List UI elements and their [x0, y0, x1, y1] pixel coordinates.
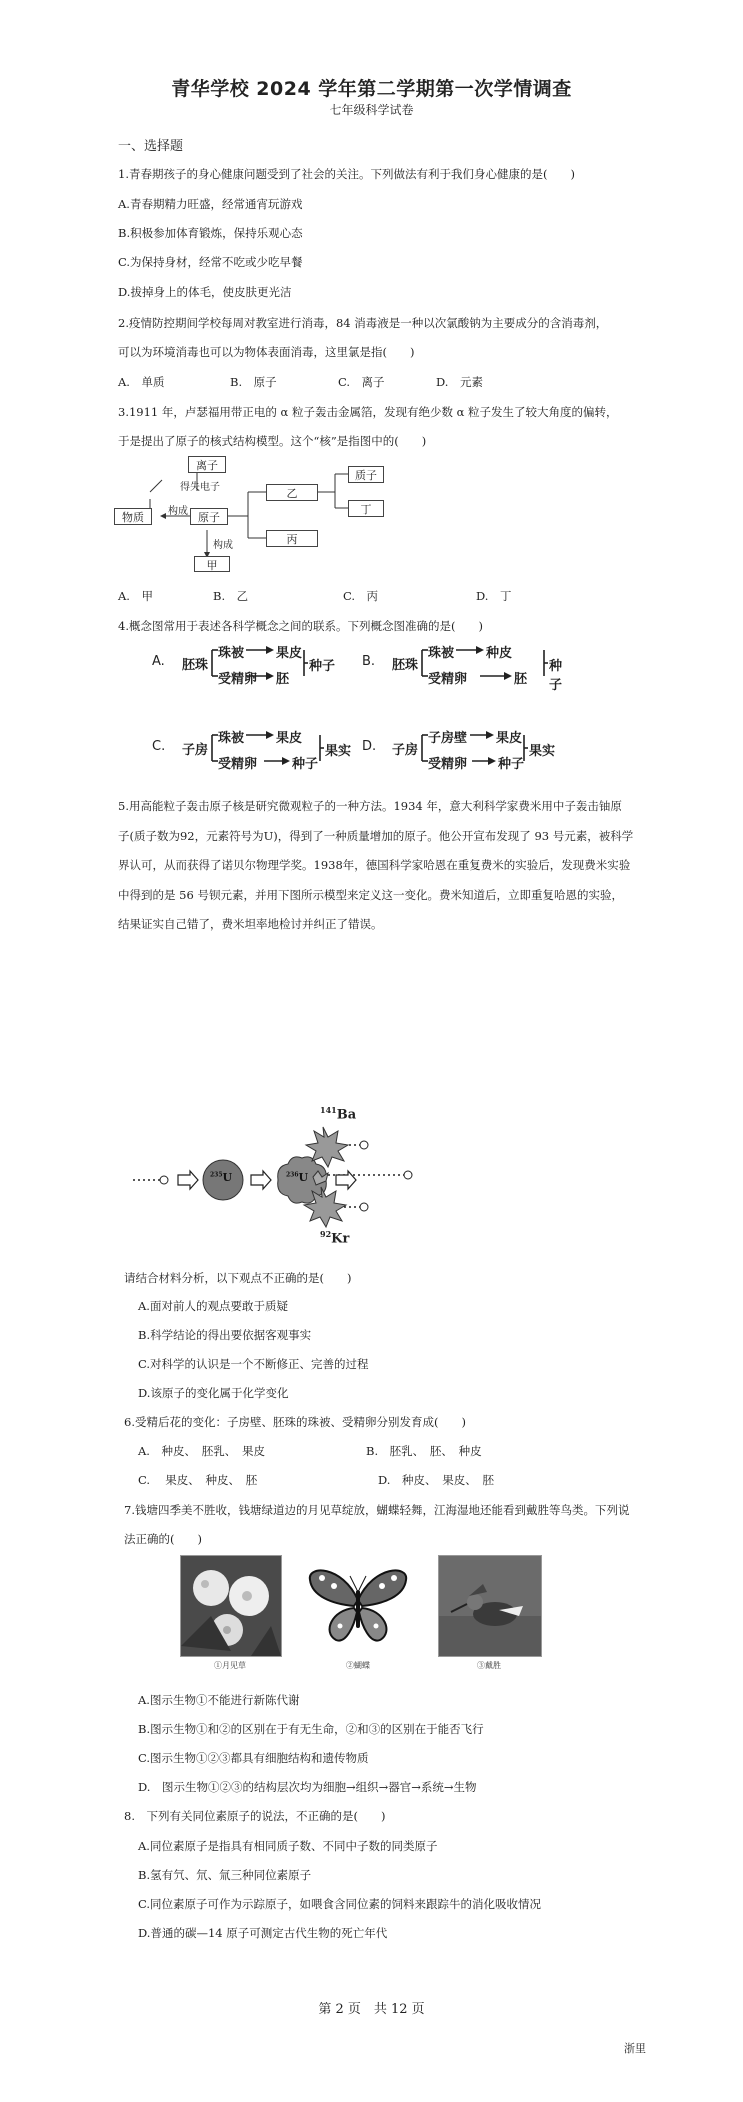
map-c-letter[interactable]: C.: [152, 739, 166, 754]
exam-subtitle: 七年级科学试卷: [329, 103, 414, 117]
node-yi: 乙: [266, 484, 318, 501]
map-c-bottom-result: 种子: [292, 757, 319, 772]
map-a-top: 珠被: [218, 646, 245, 661]
question-3-stem-line2: 于是提出了原子的核式结构模型。这个“核”是指图中的( ): [118, 434, 427, 448]
butterfly-image: [302, 1560, 414, 1650]
krypton-label: [320, 1229, 349, 1246]
map-c-top-result: 果皮: [276, 731, 303, 746]
exam-title: 青华学校 2024 学年第二学期第一次学情调查: [171, 78, 572, 100]
question-7-stem-line2: 法正确的( ): [124, 1532, 202, 1546]
uranium-236-label: [286, 1171, 308, 1184]
question-7-option-a[interactable]: A.图示生物①不能进行新陈代谢: [138, 1693, 300, 1707]
map-c-bottom: 受精卵: [218, 757, 258, 772]
question-5-line5: 结果证实自己错了，费米坦率地检讨并纠正了错误。: [118, 917, 383, 931]
question-7-option-d[interactable]: D. 图示生物①②③的结构层次均为细胞→组织→器官→系统→生物: [138, 1780, 477, 1794]
question-5-option-b[interactable]: B.科学结论的得出要依据客观事实: [138, 1328, 312, 1342]
barium-label: [320, 1105, 356, 1122]
map-b-top: 珠被: [428, 646, 455, 661]
question-6-option-b[interactable]: B. 胚乳、 胚、 种皮: [366, 1444, 482, 1458]
map-c-top: 珠被: [218, 731, 245, 746]
uranium-235-label: [210, 1171, 232, 1184]
map-d-result: 果实: [529, 744, 556, 759]
uranium-236-mass: 236: [286, 1171, 299, 1179]
map-d-top: 子房壁: [428, 731, 468, 746]
question-2-option-d[interactable]: D. 元素: [436, 375, 483, 389]
caption-1: ①月见草: [214, 1661, 246, 1670]
map-b-letter[interactable]: B.: [362, 654, 376, 669]
region-mark: 浙里: [624, 2042, 646, 2055]
node-proton: 质子: [348, 466, 384, 483]
barium-mass-number: 141: [320, 1105, 337, 1115]
question-2-option-b[interactable]: B. 原子: [230, 375, 277, 389]
label-compose-1: 构成: [168, 506, 188, 517]
map-a-result: 种子: [309, 659, 336, 674]
map-d-letter[interactable]: D.: [362, 739, 377, 754]
map-d-root: 子房: [392, 743, 419, 758]
question-3-option-c[interactable]: C. 丙: [343, 589, 379, 603]
question-5-line4: 中得到的是 56 号钡元素，并用下图所示模型来定义这一变化。费米知道后，立即重复哈恩的实验，: [118, 888, 623, 902]
question-8-stem: 8. 下列有关同位素原子的说法，不正确的是( ): [124, 1809, 386, 1823]
question-7-option-c[interactable]: C.图示生物①②③都具有细胞结构和遗传物质: [138, 1751, 369, 1765]
photo-hoopoe: [438, 1555, 542, 1657]
question-8-option-d[interactable]: D.普通的碳—14 原子可测定古代生物的死亡年代: [138, 1926, 388, 1940]
krypton-symbol: Kr: [331, 1231, 350, 1247]
question-6-option-a[interactable]: A. 种皮、 胚乳、 果皮: [138, 1444, 265, 1458]
question-3-option-b[interactable]: B. 乙: [213, 589, 249, 603]
fission-illustration: [128, 1105, 438, 1255]
fission-figure: [128, 1105, 438, 1255]
map-a-letter[interactable]: A.: [152, 654, 165, 669]
map-c-result: 果实: [325, 744, 352, 759]
map-a-bottom-result: 胚: [276, 672, 290, 687]
map-a-top-result: 果皮: [276, 646, 303, 661]
question-8-option-c[interactable]: C.同位素原子可作为示踪原子，如喂食含同位素的饲料来跟踪牛的消化吸收情况: [138, 1897, 542, 1911]
question-3-stem-line1: 3.1911 年，卢瑟福用带正电的 α 粒子轰击金属箔，发现有绝少数 α 粒子发生了较大角度的偏转，: [118, 405, 618, 419]
question-1-option-c[interactable]: C.为保持身材，经常不吃或少吃早餐: [118, 255, 303, 269]
question-1-option-b[interactable]: B.积极参加体育锻炼，保持乐观心态: [118, 226, 303, 240]
uranium-235-symbol: U: [222, 1171, 233, 1184]
question-3-option-d[interactable]: D. 丁: [476, 589, 512, 603]
question-7-option-b[interactable]: B.图示生物①和②的区别在于有无生命，②和③的区别在于能否飞行: [138, 1722, 484, 1736]
question-2-stem-line2: 可以为环境消毒也可以为物体表面消毒，这里氯是指( ): [118, 345, 415, 359]
bird-image: [439, 1556, 541, 1656]
question-8-option-a[interactable]: A.同位素原子是指具有相同质子数、不同中子数的同类原子: [138, 1839, 438, 1853]
map-d-bottom-result: 种子: [498, 757, 525, 772]
map-a-bottom: 受精卵: [218, 672, 258, 687]
question-1-option-d[interactable]: D.拔掉身上的体毛，使皮肤更光洁: [118, 285, 292, 299]
map-b-top-result: 种皮: [486, 646, 513, 661]
question-5-line1: 5.用高能粒子轰击原子核是研究微观粒子的一种方法。1934 年，意大利科学家费米用中子轰击铀原: [118, 799, 622, 813]
photo-butterfly: [302, 1560, 414, 1650]
node-bing: 丙: [266, 530, 318, 547]
map-b-bottom-result: 胚: [514, 672, 528, 687]
map-b-result: 种子: [549, 659, 563, 693]
barium-symbol: Ba: [336, 1107, 357, 1123]
node-atom: 原子: [190, 508, 228, 525]
map-d-bottom: 受精卵: [428, 757, 468, 772]
page-number: 第 2 页 共 12 页: [318, 2002, 425, 2017]
question-1-option-a[interactable]: A.青春期精力旺盛，经常通宵玩游戏: [118, 197, 303, 211]
question-6-option-d[interactable]: D. 种皮、 果皮、 胚: [378, 1473, 494, 1487]
concept-maps: [152, 632, 572, 782]
map-b-bottom: 受精卵: [428, 672, 468, 687]
question-2-option-c[interactable]: C. 离子: [338, 375, 385, 389]
question-5-ask: 请结合材料分析，以下观点不正确的是( ): [124, 1271, 352, 1285]
map-a-root: 胚珠: [182, 658, 209, 673]
node-ion: 离子: [188, 456, 226, 473]
node-jia: 甲: [194, 556, 230, 572]
label-electron: 得失电子: [180, 482, 220, 493]
caption-2: ②蝴蝶: [346, 1661, 370, 1670]
krypton-mass-number: 92: [320, 1229, 332, 1239]
question-4-stem: 4.概念图常用于表述各科学概念之间的联系。下列概念图准确的是( ): [118, 619, 483, 633]
uranium-236-symbol: U: [298, 1171, 309, 1184]
map-d-top-result: 果皮: [496, 731, 523, 746]
question-8-option-b[interactable]: B.氢有氕、氘、氚三种同位素原子: [138, 1868, 312, 1882]
question-1-stem: 1.青春期孩子的身心健康问题受到了社会的关注。下列做法有利于我们身心健康的是( ): [118, 167, 575, 181]
node-matter: 物质: [114, 508, 152, 525]
question-5-option-c[interactable]: C.对科学的认识是一个不断修正、完善的过程: [138, 1357, 369, 1371]
flower-image: [181, 1556, 281, 1656]
question-3-option-a[interactable]: A. 甲: [118, 589, 153, 603]
question-7-stem-line1: 7.钱塘四季美不胜收，钱塘绿道边的月见草绽放，蝴蝶轻舞，江海湿地还能看到戴胜等鸟类。下列说: [124, 1503, 630, 1517]
map-c-root: 子房: [182, 743, 209, 758]
question-2-stem-line1: 2.疫情防控期间学校每周对教室进行消毒，84 消毒液是一种以次氯酸钠为主要成分的含消毒剂，: [118, 316, 608, 330]
question-5-option-d[interactable]: D.该原子的变化属于化学变化: [138, 1386, 289, 1400]
caption-3: ③戴胜: [477, 1661, 501, 1670]
question-5-line3: 界认可，从而获得了诺贝尔物理学奖。1938年，德国科学家哈恩在重复费米的实验后，发现费米实验: [118, 858, 631, 872]
question-5-option-a[interactable]: A.面对前人的观点要敢于质疑: [138, 1299, 288, 1313]
node-ding: 丁: [348, 500, 384, 517]
question-5-line2: 子(质子数为92，元素符号为U)，得到了一种质量增加的原子。他公开宣布发现了 93 号元素，被科学: [118, 829, 634, 843]
uranium-235-mass: 235: [210, 1171, 223, 1179]
matter-structure-diagram: [110, 452, 390, 570]
section-heading: 一、选择题: [118, 139, 184, 154]
map-b-root: 胚珠: [392, 658, 419, 673]
question-2-option-a[interactable]: A. 单质: [118, 375, 165, 389]
photo-evening-primrose: [180, 1555, 282, 1657]
question-6-stem: 6.受精后花的变化：子房壁、胚珠的珠被、受精卵分别发育成( ): [124, 1415, 466, 1429]
label-compose-2: 构成: [213, 540, 233, 551]
question-6-option-c[interactable]: C. 果皮、 种皮、 胚: [138, 1473, 258, 1487]
